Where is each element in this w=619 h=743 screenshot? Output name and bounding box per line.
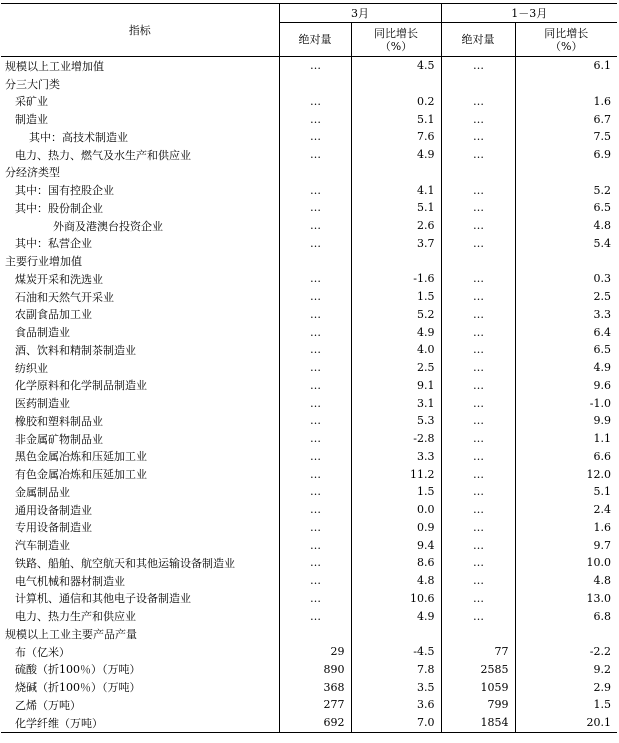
march-absolute-cell: … [279, 519, 351, 537]
march-yoy-cell: 7.8 [351, 661, 441, 679]
march-absolute-cell: … [279, 394, 351, 412]
march-absolute-cell: … [279, 483, 351, 501]
table-row [1, 607, 617, 625]
jan-mar-absolute-cell: … [441, 430, 515, 448]
jan-mar-absolute-cell: … [441, 57, 515, 75]
jan-mar-yoy-cell [515, 75, 617, 93]
table-row [1, 164, 617, 182]
table-row [1, 501, 617, 519]
march-absolute-cell: … [279, 270, 351, 288]
march-absolute-cell: … [279, 128, 351, 146]
table-row [1, 678, 617, 696]
table-body [1, 57, 617, 733]
industrial-statistics-table [1, 3, 617, 733]
table-row [1, 146, 617, 164]
march-yoy-cell: 5.2 [351, 306, 441, 324]
jan-mar-absolute-cell [441, 164, 515, 182]
march-yoy-cell: 2.5 [351, 359, 441, 377]
march-yoy-cell: 0.0 [351, 501, 441, 519]
march-absolute-cell: … [279, 572, 351, 590]
jan-mar-absolute-cell: … [441, 501, 515, 519]
jan-mar-absolute-cell: … [441, 590, 515, 608]
jan-mar-absolute-cell: … [441, 199, 515, 217]
march-yoy-cell [351, 75, 441, 93]
jan-mar-yoy-cell: 2.5 [515, 288, 617, 306]
yoy-header-line1: 同比增长 [544, 26, 589, 40]
table-row [1, 110, 617, 128]
table-row [1, 572, 617, 590]
march-yoy-cell [351, 252, 441, 270]
march-absolute-cell: … [279, 412, 351, 430]
jan-mar-yoy-cell: 4.8 [515, 572, 617, 590]
yoy-header-line2: （%） [550, 39, 583, 53]
row-label: 制造业 [15, 113, 48, 127]
march-yoy-cell [351, 625, 441, 643]
jan-mar-yoy-cell: 6.5 [515, 341, 617, 359]
row-label: 分经济类型 [5, 166, 60, 180]
jan-mar-yoy-cell [515, 625, 617, 643]
march-absolute-cell: 692 [279, 714, 351, 732]
march-absolute-cell: … [279, 323, 351, 341]
table-header [1, 4, 617, 57]
jan-mar-absolute-cell: … [441, 607, 515, 625]
march-yoy-cell: 4.9 [351, 146, 441, 164]
march-absolute-cell [279, 75, 351, 93]
march-yoy-cell: 11.2 [351, 465, 441, 483]
jan-mar-yoy-cell: 4.8 [515, 217, 617, 235]
table-row [1, 625, 617, 643]
row-label: 铁路、船舶、航空航天和其他运输设备制造业 [15, 556, 235, 570]
jan-mar-absolute-cell: … [441, 217, 515, 235]
jan-mar-yoy-cell: -1.0 [515, 394, 617, 412]
jan-mar-header: 1－3月 [441, 4, 617, 23]
march-yoy-cell: 5.1 [351, 110, 441, 128]
march-absolute-cell: … [279, 554, 351, 572]
row-label: 烧碱（折100％）（万吨） [15, 681, 141, 695]
jan-mar-absolute-cell: … [441, 146, 515, 164]
march-yoy-cell: 5.3 [351, 412, 441, 430]
march-yoy-cell: 7.0 [351, 714, 441, 732]
jan-mar-yoy-cell: 1.6 [515, 93, 617, 111]
jan-mar-yoy-cell: 13.0 [515, 590, 617, 608]
table-row [1, 75, 617, 93]
jan-mar-yoy-header [515, 23, 617, 57]
march-absolute-cell [279, 252, 351, 270]
march-yoy-cell: -1.6 [351, 270, 441, 288]
jan-mar-yoy-cell: 9.7 [515, 536, 617, 554]
jan-mar-yoy-cell [515, 252, 617, 270]
march-absolute-cell [279, 625, 351, 643]
march-yoy-cell: 1.5 [351, 483, 441, 501]
jan-mar-yoy-cell: 6.8 [515, 607, 617, 625]
march-yoy-cell: 4.5 [351, 57, 441, 75]
jan-mar-absolute-cell [441, 625, 515, 643]
row-label: 医药制造业 [15, 397, 70, 411]
march-absolute-cell: … [279, 536, 351, 554]
march-yoy-cell [351, 164, 441, 182]
march-absolute-cell: … [279, 359, 351, 377]
march-absolute-cell: … [279, 181, 351, 199]
table-row [1, 93, 617, 111]
row-label: 主要行业增加值 [5, 255, 82, 269]
indicator-header: 指标 [1, 4, 279, 57]
row-label: 计算机、通信和其他电子设备制造业 [15, 592, 191, 606]
table-row [1, 235, 617, 253]
table-row [1, 377, 617, 395]
row-label: 化学纤维（万吨） [1, 714, 279, 732]
table-row [1, 288, 617, 306]
table-row [1, 430, 617, 448]
yoy-header-line1: 同比增长 [374, 26, 418, 40]
row-label: 通用设备制造业 [15, 503, 92, 517]
row-label: 黑色金属冶炼和压延加工业 [15, 450, 147, 464]
table-row [1, 696, 617, 714]
jan-mar-yoy-cell: 5.2 [515, 181, 617, 199]
jan-mar-absolute-cell: 2585 [441, 661, 515, 679]
jan-mar-absolute-cell: … [441, 359, 515, 377]
jan-mar-absolute-cell: 1854 [441, 714, 515, 732]
table-row [1, 554, 617, 572]
jan-mar-absolute-cell: 1059 [441, 678, 515, 696]
jan-mar-absolute-cell: … [441, 554, 515, 572]
march-absolute-cell: … [279, 110, 351, 128]
march-yoy-header [351, 23, 441, 57]
table-row [1, 661, 617, 679]
jan-mar-yoy-cell: 6.4 [515, 323, 617, 341]
jan-mar-absolute-cell: 77 [441, 643, 515, 661]
row-label: 有色金属冶炼和压延加工业 [15, 468, 147, 482]
jan-mar-absolute-cell: … [441, 448, 515, 466]
table-row [1, 252, 617, 270]
jan-mar-absolute-cell [441, 75, 515, 93]
march-yoy-cell: 10.6 [351, 590, 441, 608]
jan-mar-absolute-cell: … [441, 536, 515, 554]
march-absolute-cell: … [279, 306, 351, 324]
march-yoy-cell: 2.6 [351, 217, 441, 235]
march-yoy-cell: 5.1 [351, 199, 441, 217]
march-yoy-cell: 4.0 [351, 341, 441, 359]
row-label: 布（亿米） [15, 645, 70, 659]
march-absolute-cell: … [279, 465, 351, 483]
march-absolute-cell: 29 [279, 643, 351, 661]
jan-mar-yoy-cell: 20.1 [515, 714, 617, 732]
jan-mar-absolute-cell: … [441, 483, 515, 501]
march-yoy-cell: -2.8 [351, 430, 441, 448]
row-label: 其中：国有控股企业 [15, 184, 114, 198]
row-label: 其中：股份制企业 [15, 201, 103, 215]
table-row [1, 341, 617, 359]
row-label: 电力、热力生产和供应业 [15, 610, 136, 624]
march-yoy-cell: 4.8 [351, 572, 441, 590]
jan-mar-yoy-cell: 9.6 [515, 377, 617, 395]
table-row [1, 359, 617, 377]
row-label: 采矿业 [15, 95, 48, 109]
march-absolute-cell [279, 164, 351, 182]
jan-mar-yoy-cell: 2.4 [515, 501, 617, 519]
march-absolute-cell: … [279, 57, 351, 75]
jan-mar-yoy-cell [515, 164, 617, 182]
jan-mar-absolute-cell: … [441, 306, 515, 324]
row-label: 化学原料和化学制品制造业 [15, 379, 147, 393]
jan-mar-absolute-cell: … [441, 235, 515, 253]
jan-mar-absolute-cell: 799 [441, 696, 515, 714]
jan-mar-yoy-cell: 6.7 [515, 110, 617, 128]
jan-mar-absolute-cell: … [441, 465, 515, 483]
march-absolute-cell: … [279, 288, 351, 306]
march-yoy-cell: 8.6 [351, 554, 441, 572]
jan-mar-yoy-cell: 6.1 [515, 57, 617, 75]
table-row [1, 181, 617, 199]
table-row [1, 483, 617, 501]
march-absolute-header: 绝对量 [279, 23, 351, 57]
table-row [1, 536, 617, 554]
row-label: 电气机械和器材制造业 [15, 574, 125, 588]
jan-mar-yoy-cell: 9.9 [515, 412, 617, 430]
march-absolute-cell: … [279, 217, 351, 235]
march-absolute-cell: 368 [279, 678, 351, 696]
march-absolute-cell: … [279, 341, 351, 359]
march-yoy-cell: 3.5 [351, 678, 441, 696]
row-label: 石油和天然气开采业 [15, 290, 114, 304]
row-label: 电力、热力、燃气及水生产和供应业 [15, 148, 191, 162]
jan-mar-yoy-cell: 5.4 [515, 235, 617, 253]
jan-mar-yoy-cell: 6.9 [515, 146, 617, 164]
march-absolute-cell: … [279, 448, 351, 466]
jan-mar-yoy-cell: 1.6 [515, 519, 617, 537]
march-absolute-cell: … [279, 590, 351, 608]
row-label: 其中：私营企业 [15, 237, 92, 251]
row-label: 酒、饮料和精制茶制造业 [15, 343, 136, 357]
march-yoy-cell: 7.6 [351, 128, 441, 146]
jan-mar-absolute-cell: … [441, 377, 515, 395]
march-absolute-cell: 890 [279, 661, 351, 679]
row-label: 乙烯（万吨） [15, 698, 81, 712]
row-label: 汽车制造业 [15, 539, 70, 553]
row-label: 硫酸（折100％）（万吨） [15, 663, 141, 677]
jan-mar-absolute-cell: … [441, 181, 515, 199]
jan-mar-absolute-cell: … [441, 93, 515, 111]
table-row [1, 323, 617, 341]
table-row [1, 270, 617, 288]
jan-mar-yoy-cell: 4.9 [515, 359, 617, 377]
jan-mar-yoy-cell: 6.5 [515, 199, 617, 217]
jan-mar-absolute-cell: … [441, 110, 515, 128]
jan-mar-yoy-cell: 3.3 [515, 306, 617, 324]
march-yoy-cell: -4.5 [351, 643, 441, 661]
table-row [1, 412, 617, 430]
yoy-header-line2: （%） [379, 39, 413, 53]
jan-mar-yoy-cell: 12.0 [515, 465, 617, 483]
table-row [1, 394, 617, 412]
jan-mar-yoy-cell: 10.0 [515, 554, 617, 572]
march-yoy-cell: 0.2 [351, 93, 441, 111]
table-row [1, 590, 617, 608]
march-yoy-cell: 3.7 [351, 235, 441, 253]
march-yoy-cell: 3.3 [351, 448, 441, 466]
march-absolute-cell: … [279, 501, 351, 519]
jan-mar-yoy-cell: 1.1 [515, 430, 617, 448]
row-label: 规模以上工业主要产品产量 [5, 627, 137, 641]
march-absolute-cell: … [279, 235, 351, 253]
row-label: 农副食品加工业 [15, 308, 92, 322]
row-label: 纺织业 [15, 361, 48, 375]
row-label: 金属制品业 [15, 485, 70, 499]
jan-mar-absolute-cell: … [441, 288, 515, 306]
march-absolute-cell: … [279, 146, 351, 164]
march-yoy-cell: 9.1 [351, 377, 441, 395]
table-row [1, 306, 617, 324]
jan-mar-absolute-cell: … [441, 519, 515, 537]
march-yoy-cell: 3.1 [351, 394, 441, 412]
march-yoy-cell: 1.5 [351, 288, 441, 306]
march-absolute-cell: … [279, 430, 351, 448]
march-yoy-cell: 4.9 [351, 323, 441, 341]
jan-mar-absolute-cell: … [441, 572, 515, 590]
jan-mar-absolute-cell: … [441, 394, 515, 412]
march-yoy-cell: 9.4 [351, 536, 441, 554]
jan-mar-yoy-cell: 7.5 [515, 128, 617, 146]
table-row [1, 714, 617, 732]
jan-mar-yoy-cell: 6.6 [515, 448, 617, 466]
jan-mar-absolute-cell [441, 252, 515, 270]
row-label: 外商及港澳台投资企业 [53, 219, 163, 233]
jan-mar-yoy-cell: 2.9 [515, 678, 617, 696]
table-row [1, 448, 617, 466]
march-yoy-cell: 0.9 [351, 519, 441, 537]
table-row [1, 57, 617, 75]
jan-mar-yoy-cell: 9.2 [515, 661, 617, 679]
row-label: 其中：高技术制造业 [29, 130, 128, 144]
march-header: 3月 [279, 4, 441, 23]
table-row [1, 465, 617, 483]
jan-mar-absolute-cell: … [441, 128, 515, 146]
table-row [1, 128, 617, 146]
jan-mar-yoy-cell: 0.3 [515, 270, 617, 288]
row-label: 专用设备制造业 [15, 521, 92, 535]
row-label: 煤炭开采和洗选业 [15, 272, 103, 286]
table-row [1, 199, 617, 217]
jan-mar-absolute-cell: … [441, 323, 515, 341]
march-yoy-cell: 4.1 [351, 181, 441, 199]
row-label: 食品制造业 [15, 326, 70, 340]
table-row [1, 519, 617, 537]
march-yoy-cell: 4.9 [351, 607, 441, 625]
row-label: 非金属矿物制品业 [15, 432, 103, 446]
jan-mar-absolute-cell: … [441, 341, 515, 359]
march-yoy-cell: 3.6 [351, 696, 441, 714]
march-absolute-cell: … [279, 377, 351, 395]
march-absolute-cell: 277 [279, 696, 351, 714]
table-row [1, 217, 617, 235]
table-row [1, 643, 617, 661]
march-absolute-cell: … [279, 93, 351, 111]
jan-mar-absolute-header: 绝对量 [441, 23, 515, 57]
march-absolute-cell: … [279, 199, 351, 217]
row-label: 分三大门类 [5, 77, 60, 91]
jan-mar-absolute-cell: … [441, 270, 515, 288]
jan-mar-absolute-cell: … [441, 412, 515, 430]
row-label: 橡胶和塑料制品业 [15, 414, 103, 428]
jan-mar-yoy-cell: -2.2 [515, 643, 617, 661]
row-label: 规模以上工业增加值 [5, 59, 104, 73]
jan-mar-yoy-cell: 1.5 [515, 696, 617, 714]
march-absolute-cell: … [279, 607, 351, 625]
jan-mar-yoy-cell: 5.1 [515, 483, 617, 501]
